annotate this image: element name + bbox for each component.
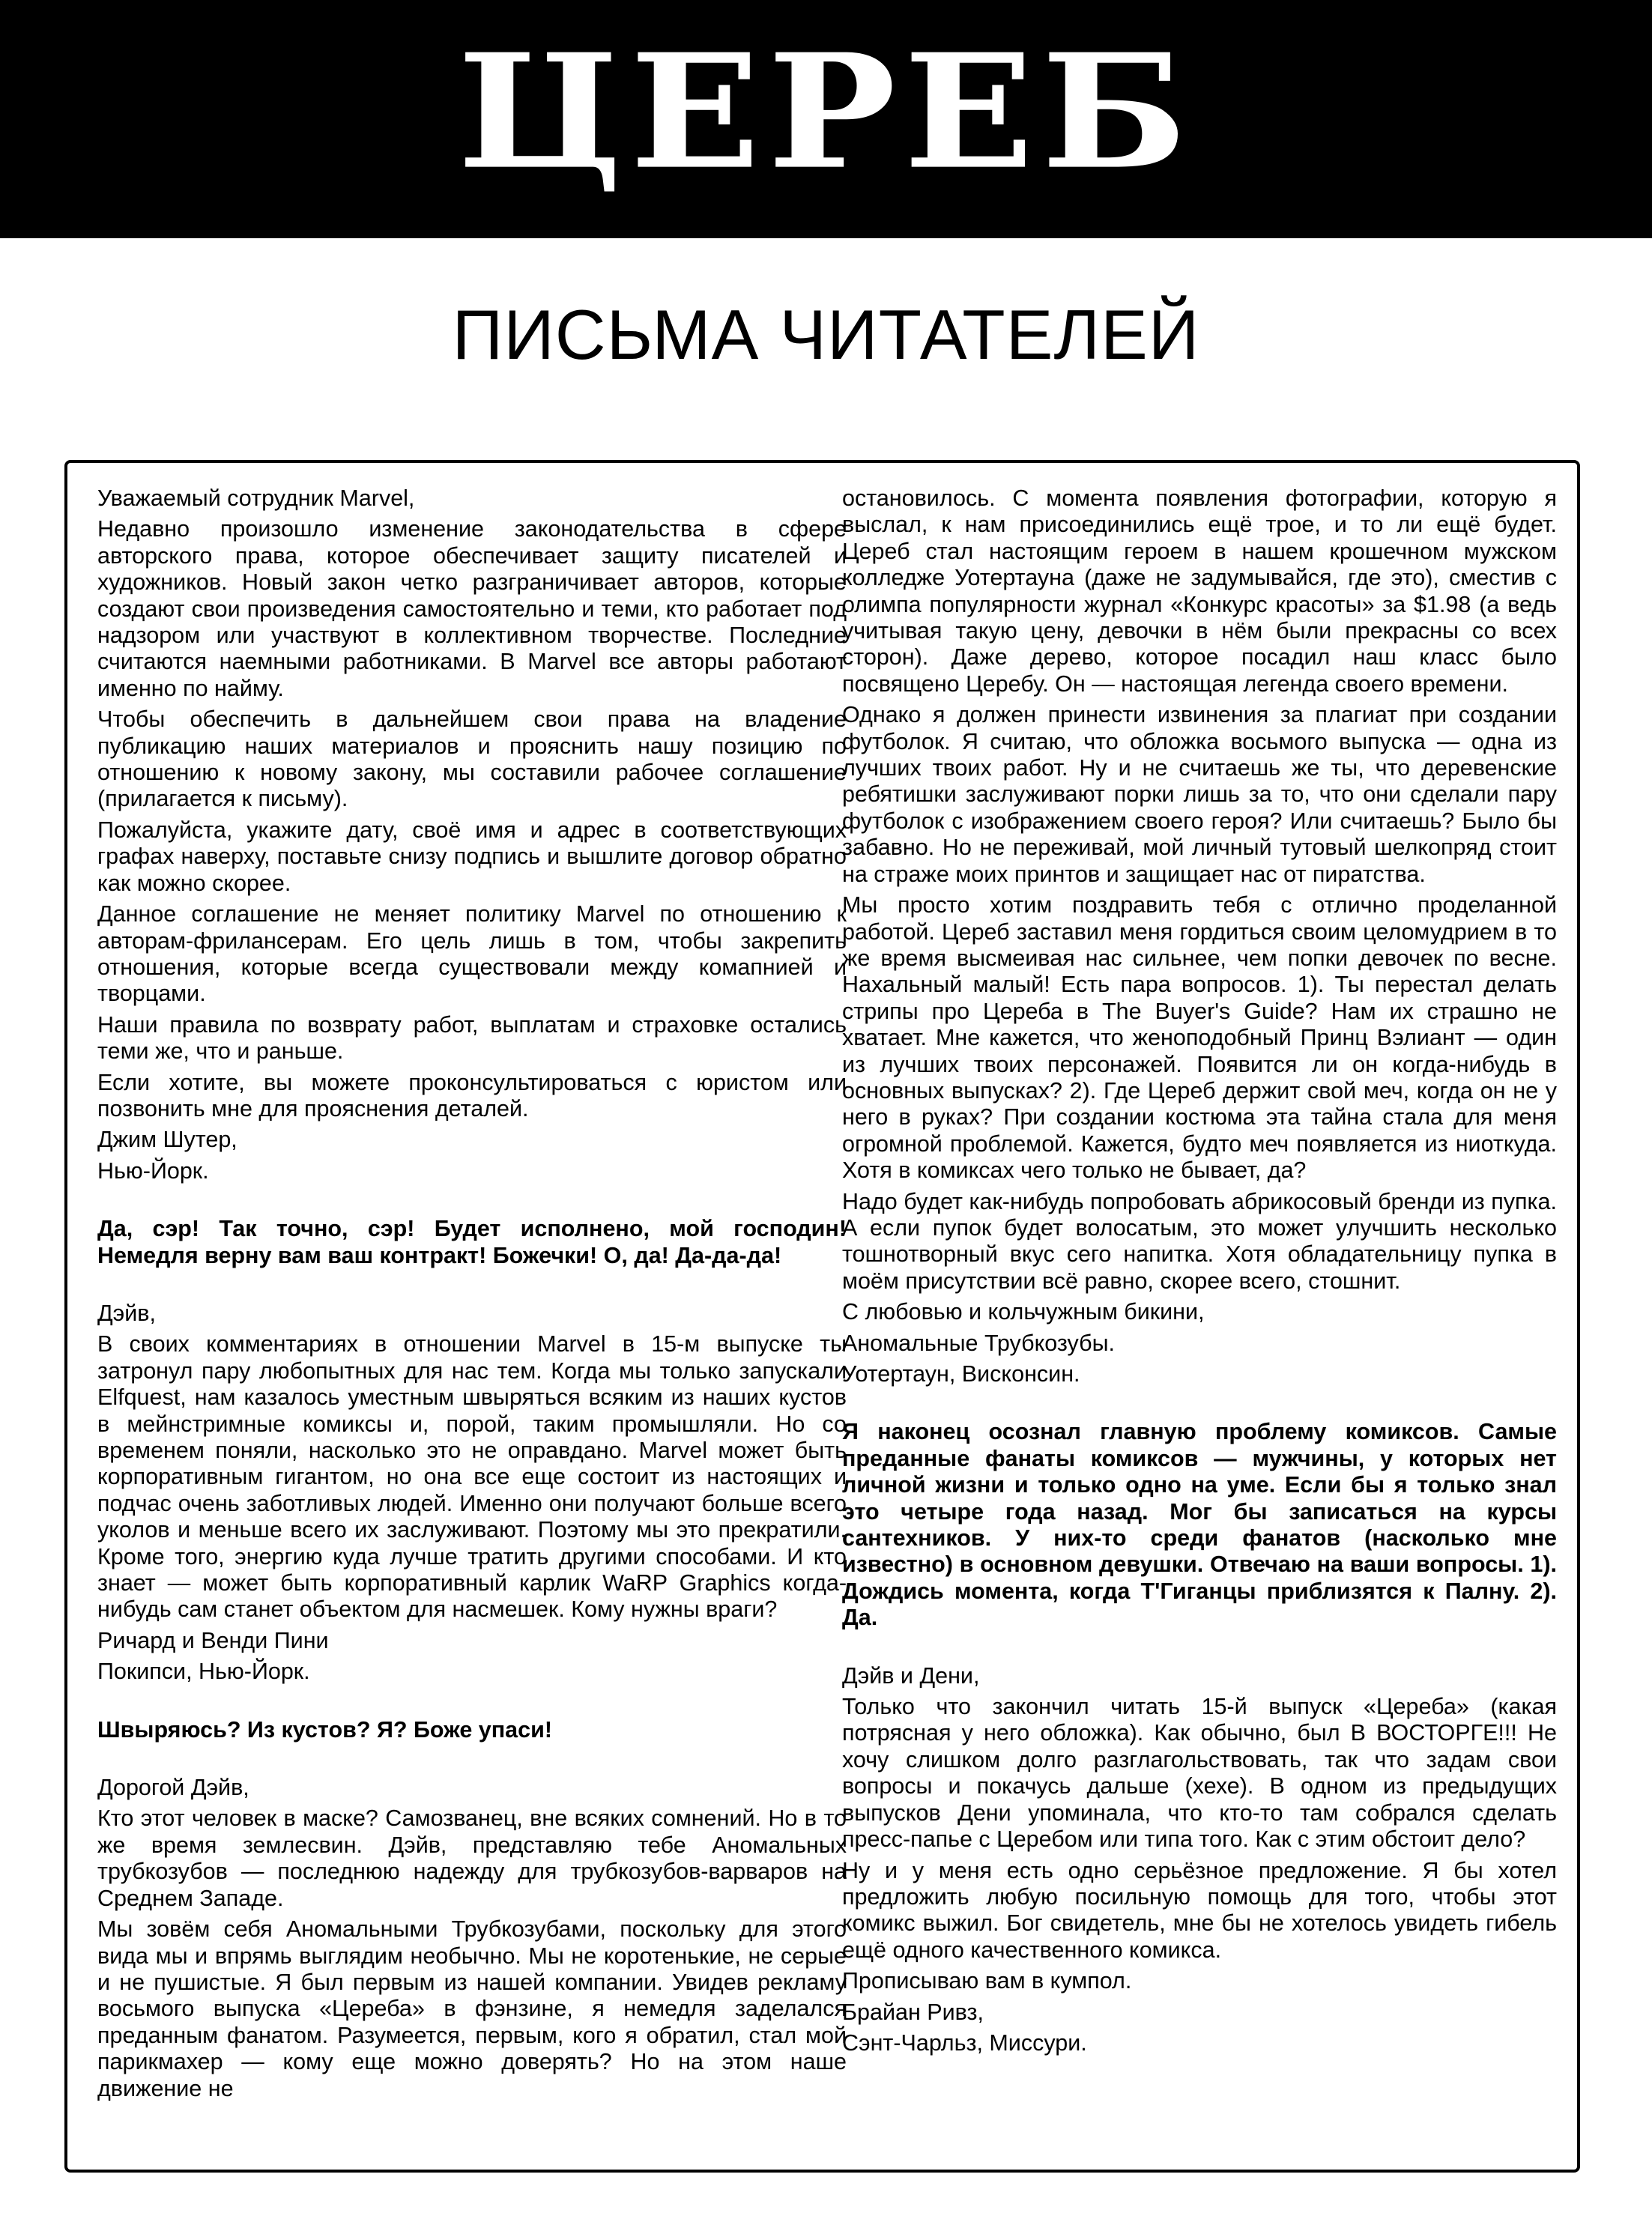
salutation: Дэйв и Дени, [842,1662,980,1689]
letter-paragraph: Если хотите, вы можете проконсультироваться с юристом или позвонить мне для прояснения деталей. [97,1069,847,1121]
comic-logo: ЦЕРЕБ [457,19,1195,205]
editor-reply: Да, сэр! Так точно, сэр! Будет исполнено, мой господин! Немедля верну вам ваш контракт! Божечки! О, да! Да-да-да! [97,1216,847,1268]
letter-paragraph: Мы зовём себя Аномальными Трубкозубами, поскольку для этого вида мы и впрямь выглядим необычно. Мы не коротенькие, не серые и не пушистые. Я был первым из нашей компании. Увидев рекламу восьмого выпуска «Цереба» в фэнзине, я немедля заделался преданным фанатом. Разумеется, первым, кого я обратил, стал мой парикмахер — кому еще можно доверять? Но на этом наше движение не [97,1916,847,2101]
letters-column-right [842,485,1557,2061]
signature-location: Нью-Йорк. [97,1157,209,1184]
letter-paragraph: Пожалуйста, укажите дату, своё имя и адрес в соответствующих графах наверху, поставьте снизу подпись и вышлите договор обратно как можно скорее. [97,817,847,896]
signature-location: Покипси, Нью-Йорк. [97,1659,310,1685]
letter-paragraph: Чтобы обеспечить в дальнейшем свои права на владение публикацию наших материалов и прояснить нашу позицию по отношению к новому закону, мы составили рабочее соглашение (прилагается к письму). [97,706,847,812]
signature: Прописываю вам в кумпол. [842,1968,1132,1994]
signature: Ричард и Венди Пини [97,1627,329,1653]
letter-paragraph: Кто этот человек в маске? Самозванец, вне всяких сомнений. Но в то же время землесвин. Дэйв, представляю тебе Аномальных трубкозубов — последнюю надежду для трубкозубов-варваров на Среднем Западе. [97,1805,847,1911]
letter-paragraph: В своих комментариях в отношении Marvel в 15-м выпуске ты затронул пару любопытных для нас тем. Когда мы только запускали Elfquest, нам казалось уместным швыряться всяким из наших кустов в мейнстримные комиксы и, порой, таким промышляли. Но со временем поняли, насколько это не оправдано. Marvel может быть корпоративным гигантом, но она все еще состоит из настоящих и подчас очень заботливых людей. Именно они получают больше всего уколов и меньше всего их заслуживают. Поэтому мы это прекратили. Кроме того, энергию куда лучше тратить другими способами. И кто знает — может быть корпоративный карлик WaRP Graphics когда-нибудь сам станет объектом для насмешек. Кому нужны враги? [97,1331,847,1623]
letters-frame [64,460,1580,2173]
letters-column-left [97,485,847,2107]
letter-paragraph: Однако я должен принести извинения за плагиат при создании футболок. Я считаю, что обложка восьмого выпуска — одна из лучших твоих работ. Ну и не считаешь же ты, что деревенские ребятишки заслуживают порки лишь за то, что они сделали пару футболок с изображением своего героя? Или считаешь? Было бы забавно. Но не переживай, мой личный тутовый шелкопряд стоит на страже моих принтов и защищает нас от пиратства. [842,702,1557,887]
signature: Аномальные Трубкозубы. [842,1330,1115,1356]
letter-paragraph: Только что закончил читать 15-й выпуск «Цереба» (какая потрясная у него обложка). Как обычно, был В ВОСТОРГЕ!!! Не хочу слишком долго разглагольствовать, так что задам свои вопросы и покачусь дальше (хехе). В одном из предыдущих выпусков Дени упоминала, что кто-то там собрался сделать пресс-папье с Церебом или типа того. Как с этим обстоит дело? [842,1694,1557,1853]
salutation: Дэйв, [97,1300,156,1326]
letter-paragraph: Мы просто хотим поздравить тебя с отлично проделанной работой. Цереб заставил меня гордиться своим целомудрием в то же время высмеивая нас сильнее, чем попки девочек по весне. Нахальный малый! Есть пара вопросов. 1). Ты перестал делать стрипы про Цереба в The Buyer's Guide? Нам их страшно не хватает. Мне кажется, что женоподобный Принц Вэлиант — один из лучших твоих персонажей. Появится ли он когда-нибудь в основных выпусках? 2). Где Цереб держит свой меч, когда он не у него в руках? При создании костюма эта тайна стала для меня огромной проблемой. Кажется, будто меч появляется из ниоткуда. Хотя в комиксах чего только не бывает, да? [842,892,1557,1184]
signature-location: Сэнт-Чарльз, Миссури. [842,2029,1087,2056]
editor-reply: Я наконец осознал главную проблему комиксов. Самые преданные фанаты комиксов — мужчины, у которых нет личной жизни и только одно на уме. Если бы я только знал это четыре года назад. Мог бы записаться на курсы сантехников. У них-то среди фанатов (насколько мне известно) в основном девушки. Отвечаю на ваши вопросы. 1). Дождись момента, когда Т'Гиганцы приблизятся к Палну. 2). Да. [842,1419,1557,1631]
letter-paragraph: Надо будет как-нибудь попробовать абрикосовый бренди из пупка. А если пупок будет волосатым, это может улучшить несколько тошнотворный вкус сего напитка. Хотя обладательницу пупка в моём присутствии всё равно, скорее всего, стошнит. [842,1188,1557,1294]
page-title: ПИСЬМА ЧИТАТЕЛЕЙ [452,295,1200,374]
letter-paragraph: остановилось. С момента появления фотографии, которую я выслал, к нам присоединились ещё трое, и то ли ещё будет. Цереб стал настоящим героем в нашем крошечном мужском колледже Уотертауна (даже не задумывайся, где это), сместив с олимпа популярности журнал «Конкурс красоты» за $1.98 (а ведь учитывая такую цену, девочки в нём были прекрасны со всех сторон). Даже дерево, которое посадил наш класс было посвящено Церебу. Он — настоящая легенда своего времени. [842,485,1557,697]
signature: С любовью и кольчужным бикини, [842,1299,1205,1325]
editor-reply: Швыряюсь? Из кустов? Я? Боже упаси! [97,1716,552,1743]
letter-paragraph: Данное соглашение не меняет политику Marvel по отношению к авторам-фрилансерам. Его цель лишь в том, чтобы закрепить отношения, которые всегда существовали между комапнией и творцами. [97,901,847,1007]
signature-location: Уотертаун, Висконсин. [842,1361,1080,1387]
letter-paragraph: Наши правила по возврату работ, выплатам и страховке остались теми же, что и раньше. [97,1011,847,1065]
salutation: Дорогой Дэйв, [97,1775,249,1801]
signature: Джим Шутер, [97,1127,237,1153]
signature: Брайан Ривз, [842,1999,984,2025]
salutation: Уважаемый сотрудник Marvel, [97,485,415,511]
title-banner [0,0,1652,238]
letter-paragraph: Ну и у меня есть одно серьёзное предложение. Я бы хотел предложить любую посильную помощь для того, чтобы этот комикс выжил. Бог свидетель, мне бы не хотелось увидеть гибель ещё одного качественного комикса. [842,1857,1557,1963]
letter-paragraph: Недавно произошло изменение законодательства в сфере авторского права, которое обеспечивает защиту писателей и художников. Новый закон четко разграничивает авторов, которые создают свои произведения самостоятельно и теми, кто работает под надзором или участвуют в коллективном творчестве. Последние считаются наемными работниками. В Marvel все авторы работают именно по найму. [97,516,847,701]
